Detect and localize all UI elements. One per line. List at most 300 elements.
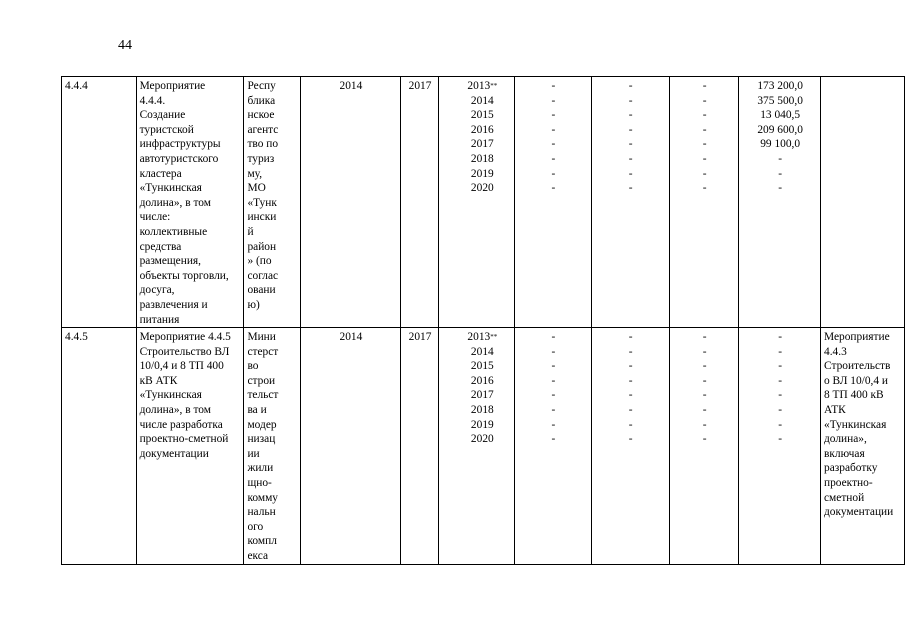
funding-c-value-text: -: [702, 374, 707, 387]
measure-name-line: [140, 167, 242, 182]
measure-code-cell: 4.4.4: [62, 77, 137, 328]
funding-c-value-line: [673, 359, 736, 374]
executor-text: МО: [247, 182, 266, 195]
executor-line: [247, 94, 298, 109]
linked-measure-text: долина»,: [824, 433, 867, 446]
linked-measure-text: 8 ТП 400 кВ: [824, 389, 884, 402]
measure-name-line: [140, 79, 242, 94]
linked-measure-line: [824, 403, 902, 418]
year-line: [442, 181, 512, 196]
funding-d-value-text: -: [778, 404, 783, 417]
funding-c-value-text: -: [702, 389, 707, 402]
funding-b-value-text: -: [628, 418, 633, 431]
funding-a-value-text: -: [551, 433, 556, 446]
measure-name-line: [140, 254, 242, 269]
linked-measure-text: проектно-: [824, 477, 873, 490]
funding-b-value-line: [595, 432, 667, 447]
funding-a-value-text: -: [551, 389, 556, 402]
funding-a-value-line: [518, 123, 588, 138]
executor-line: [247, 388, 298, 403]
linked-measure-line: [824, 330, 902, 345]
year-text: 2018: [470, 404, 494, 417]
measure-name-line: [140, 432, 242, 447]
funding-a-value-line: [518, 330, 588, 345]
executor-text: агентс: [247, 123, 279, 136]
year-text: 2020: [470, 433, 494, 446]
table-row: [62, 328, 905, 565]
funding-d-value-line: [742, 388, 818, 403]
measure-name-line: [140, 330, 242, 345]
funding-c-value-text: -: [702, 418, 707, 431]
measure-name-text: «Тункинская: [139, 182, 202, 195]
funding-a-value-line: [518, 108, 588, 123]
measure-name-text: кВ АТК: [139, 374, 178, 387]
funding-b-value-text: -: [628, 80, 633, 92]
funding-b-value-line: [595, 359, 667, 374]
executor-line: [247, 283, 298, 298]
funding-a-value-line: [518, 388, 588, 403]
measure-name-line: [140, 269, 242, 284]
funding-a-value-line: [518, 403, 588, 418]
measure-name-line: [140, 123, 242, 138]
funding-b-value-text: -: [628, 374, 633, 387]
executor-line: [247, 374, 298, 389]
funding-b-value-text: -: [628, 331, 633, 344]
funding-col-a-cell: [515, 77, 591, 328]
measure-name-text: размещения,: [139, 255, 202, 268]
funding-b-value-line: [595, 345, 667, 360]
executor-line: [247, 403, 298, 418]
funding-d-value-text: -: [778, 167, 783, 180]
executor-line: [247, 534, 298, 549]
funding-d-value-line: [742, 432, 818, 447]
measure-name-line: [140, 388, 242, 403]
table-row: [62, 77, 905, 328]
measure-name-line: [140, 359, 242, 374]
funding-b-value-text: -: [628, 433, 633, 446]
year-text: 2019: [470, 167, 494, 180]
executor-text: щно-: [247, 477, 272, 490]
executor-text: нальн: [247, 506, 276, 519]
linked-measure-cell: [821, 328, 905, 565]
funding-d-value-text: 375 500,0: [757, 94, 803, 107]
funding-d-value-line: [742, 79, 818, 94]
funding-b-value-line: [595, 403, 667, 418]
measure-name-text: Мероприятие 4.4.5: [139, 331, 231, 344]
measure-name-text: туристской: [139, 123, 194, 136]
funding-d-value-line: [742, 418, 818, 433]
year-text: 2018: [470, 152, 494, 165]
executor-text: соглас: [247, 269, 279, 282]
start-year-cell: 2014: [301, 328, 400, 565]
funding-c-value-text: -: [702, 94, 707, 107]
funding-b-value-line: [595, 123, 667, 138]
measure-name-cell: [136, 328, 244, 565]
funding-c-value-text: -: [702, 331, 707, 344]
funding-b-value-text: -: [628, 360, 633, 373]
executor-line: [247, 491, 298, 506]
measure-name-line: [140, 403, 242, 418]
funding-a-value-line: [518, 94, 588, 109]
funding-c-value-text: -: [702, 182, 707, 195]
funding-a-value-text: -: [551, 182, 556, 195]
executor-text: овани: [247, 284, 276, 297]
executor-line: [247, 330, 298, 345]
measure-name-cell: [136, 77, 244, 328]
measure-name-text: питания: [139, 313, 180, 326]
funding-c-value-line: [673, 418, 736, 433]
year-text: 2016: [470, 123, 494, 136]
footnote-mark: **: [490, 82, 498, 90]
measure-name-line: [140, 240, 242, 255]
funding-a-value-text: -: [551, 152, 556, 165]
funding-d-value-line: [742, 330, 818, 345]
year-line: [442, 345, 512, 360]
funding-d-value-text: -: [778, 389, 783, 402]
funding-d-value-text: -: [778, 331, 783, 344]
executor-line: [247, 240, 298, 255]
measure-name-text: долина», в том: [139, 404, 211, 417]
funding-col-c-cell: [669, 328, 738, 565]
measure-name-line: [140, 225, 242, 240]
linked-measure-text: документации: [824, 506, 894, 519]
funding-a-value-text: -: [551, 94, 556, 107]
executor-cell: [244, 77, 301, 328]
funding-c-value-text: -: [702, 109, 707, 122]
year-line: [442, 388, 512, 403]
year-line: [442, 94, 512, 109]
funding-d-value-line: [742, 359, 818, 374]
funding-c-value-line: [673, 403, 736, 418]
executor-line: [247, 181, 298, 196]
measure-name-text: проектно-сметной: [139, 433, 229, 446]
end-year-cell: 2017: [400, 77, 439, 328]
linked-measure-line: [824, 418, 902, 433]
funding-d-value-text: -: [778, 345, 783, 358]
measure-name-text: 10/0,4 и 8 ТП 400: [139, 360, 224, 373]
executor-line: [247, 520, 298, 535]
years-cell: [439, 77, 515, 328]
funding-b-value-line: [595, 418, 667, 433]
executor-line: [247, 108, 298, 123]
linked-measure-text: сметной: [824, 491, 865, 504]
funding-a-value-line: [518, 152, 588, 167]
year-line: [442, 403, 512, 418]
executor-text: » (по: [247, 255, 272, 268]
year-line: [442, 123, 512, 138]
executor-text: блика: [247, 94, 276, 107]
executor-line: [247, 269, 298, 284]
linked-measure-text: АТК: [824, 404, 846, 417]
funding-a-value-line: [518, 359, 588, 374]
funding-c-value-text: -: [702, 80, 707, 92]
measure-name-text: документации: [139, 447, 209, 460]
executor-line: [247, 447, 298, 462]
funding-d-value-text: 99 100,0: [760, 138, 801, 151]
funding-a-value-line: [518, 79, 588, 94]
funding-a-value-text: -: [551, 374, 556, 387]
funding-col-b-cell: [591, 328, 669, 565]
linked-measure-line: [824, 461, 902, 476]
funding-a-value-line: [518, 374, 588, 389]
executor-text: ински: [247, 211, 277, 224]
funding-d-value-text: 209 600,0: [757, 123, 803, 136]
funding-a-value-text: -: [551, 123, 556, 136]
funding-c-value-line: [673, 123, 736, 138]
year-text: 2015: [470, 360, 494, 373]
funding-c-value-line: [673, 94, 736, 109]
measure-name-line: [140, 152, 242, 167]
year-text: 2014: [470, 345, 494, 358]
executor-line: [247, 196, 298, 211]
funding-a-value-text: -: [551, 80, 556, 92]
measure-name-text: Строительство ВЛ: [139, 345, 230, 358]
year-line: [442, 374, 512, 389]
years-cell: [439, 328, 515, 565]
executor-line: [247, 476, 298, 491]
funding-b-value-line: [595, 330, 667, 345]
funding-b-value-line: [595, 167, 667, 182]
linked-measure-cell: [821, 77, 905, 328]
funding-d-value-line: [742, 374, 818, 389]
measure-name-line: [140, 283, 242, 298]
year-line: [442, 359, 512, 374]
funding-a-value-text: -: [551, 331, 556, 344]
linked-measure-text: Строительств: [824, 360, 891, 373]
executor-text: му,: [247, 167, 263, 180]
executor-text: комму: [247, 491, 278, 504]
executor-text: жили: [247, 462, 274, 475]
executor-text: екса: [247, 550, 269, 562]
funding-d-value-line: [742, 94, 818, 109]
funding-b-value-text: -: [628, 345, 633, 358]
measure-name-line: [140, 137, 242, 152]
measure-name-line: [140, 345, 242, 360]
funding-d-value-line: [742, 345, 818, 360]
executor-text: ого: [247, 520, 264, 533]
year-text: 2019: [470, 418, 494, 431]
funding-d-value-text: -: [778, 374, 783, 387]
executor-line: [247, 418, 298, 433]
executor-line: [247, 549, 298, 564]
executor-line: [247, 167, 298, 182]
funding-c-value-line: [673, 388, 736, 403]
funding-d-value-line: [742, 403, 818, 418]
executor-text: низац: [247, 433, 276, 446]
year-text: 2015: [470, 109, 494, 122]
page-number: 44: [118, 38, 132, 53]
executor-line: [247, 345, 298, 360]
start-year-cell: 2014: [301, 77, 400, 328]
funding-c-value-text: -: [702, 404, 707, 417]
linked-measure-text: 4.4.3: [824, 345, 847, 358]
funding-c-value-text: -: [702, 152, 707, 165]
measure-name-text: досуга,: [139, 284, 175, 297]
funding-c-value-line: [673, 167, 736, 182]
funding-d-value-line: [742, 123, 818, 138]
program-measures-table: [61, 76, 905, 565]
year-text: 2014: [470, 94, 494, 107]
linked-measure-text: включая: [824, 447, 865, 460]
executor-line: [247, 225, 298, 240]
funding-b-value-line: [595, 374, 667, 389]
measure-name-line: [140, 196, 242, 211]
funding-c-value-line: [673, 152, 736, 167]
measure-name-text: автотуристского: [139, 152, 219, 165]
year-text: 2020: [470, 182, 494, 195]
funding-b-value-text: -: [628, 138, 633, 151]
funding-d-value-text: -: [778, 182, 783, 195]
executor-text: тельст: [247, 389, 279, 402]
funding-b-value-text: -: [628, 123, 633, 136]
funding-d-value-line: [742, 108, 818, 123]
linked-measure-line: [824, 476, 902, 491]
funding-b-value-text: -: [628, 94, 633, 107]
executor-text: район: [247, 240, 277, 253]
funding-c-value-line: [673, 345, 736, 360]
executor-text: во: [247, 360, 259, 373]
executor-text: тво по: [247, 138, 279, 151]
measure-name-line: [140, 447, 242, 462]
executor-text: модер: [247, 418, 277, 431]
year-line: [442, 432, 512, 447]
measure-name-text: кластера: [139, 167, 182, 180]
linked-measure-text: «Тункинская: [824, 418, 887, 431]
funding-a-value-line: [518, 345, 588, 360]
linked-measure-line: [824, 388, 902, 403]
funding-d-value-line: [742, 167, 818, 182]
executor-text: строи: [247, 374, 276, 387]
year-text: 2013: [467, 331, 491, 344]
funding-b-value-text: -: [628, 389, 633, 402]
funding-col-b-cell: [591, 77, 669, 328]
funding-d-value-text: -: [778, 360, 783, 373]
funding-d-value-text: -: [778, 418, 783, 431]
executor-text: «Тунк: [247, 196, 277, 209]
funding-col-a-cell: [515, 328, 591, 565]
funding-b-value-line: [595, 79, 667, 94]
measure-name-text: «Тункинская: [139, 389, 202, 402]
funding-b-value-text: -: [628, 167, 633, 180]
funding-a-value-line: [518, 181, 588, 196]
year-text: 2017: [470, 138, 494, 151]
funding-d-value-text: 13 040,5: [760, 109, 801, 122]
funding-b-value-line: [595, 108, 667, 123]
measure-name-text: числе:: [139, 211, 171, 224]
funding-c-value-text: -: [702, 138, 707, 151]
measure-name-text: средства: [139, 240, 182, 253]
executor-text: ии: [247, 447, 260, 460]
year-line: [442, 79, 512, 94]
funding-b-value-text: -: [628, 404, 633, 417]
funding-c-value-text: -: [702, 433, 707, 446]
funding-c-value-line: [673, 432, 736, 447]
year-line: [442, 330, 512, 345]
measure-name-line: [140, 298, 242, 313]
measure-name-line: [140, 94, 242, 109]
executor-line: [247, 123, 298, 138]
funding-b-value-text: -: [628, 152, 633, 165]
measure-name-line: [140, 374, 242, 389]
linked-measure-line: [824, 432, 902, 447]
funding-col-d-cell: [739, 328, 821, 565]
funding-a-value-text: -: [551, 167, 556, 180]
executor-text: компл: [247, 535, 277, 548]
measure-name-line: [140, 418, 242, 433]
funding-a-value-line: [518, 432, 588, 447]
funding-c-value-text: -: [702, 167, 707, 180]
funding-a-value-text: -: [551, 418, 556, 431]
funding-a-value-line: [518, 418, 588, 433]
funding-c-value-line: [673, 330, 736, 345]
executor-text: нское: [247, 109, 275, 122]
measure-name-text: объекты торговли,: [139, 269, 229, 282]
funding-c-value-text: -: [702, 360, 707, 373]
measure-name-line: [140, 210, 242, 225]
executor-line: [247, 210, 298, 225]
measure-name-text: развлечения и: [139, 298, 208, 311]
funding-c-value-line: [673, 79, 736, 94]
funding-a-value-text: -: [551, 404, 556, 417]
executor-text: ю): [247, 298, 260, 311]
funding-b-value-line: [595, 181, 667, 196]
funding-c-value-line: [673, 181, 736, 196]
executor-line: [247, 79, 298, 94]
linked-measure-line: [824, 359, 902, 374]
funding-b-value-line: [595, 152, 667, 167]
funding-d-value-line: [742, 152, 818, 167]
funding-c-value-line: [673, 137, 736, 152]
executor-line: [247, 359, 298, 374]
linked-measure-line: [824, 345, 902, 360]
year-text: 2017: [470, 389, 494, 402]
end-year-cell: 2017: [400, 328, 439, 565]
executor-line: [247, 432, 298, 447]
funding-c-value-text: -: [702, 123, 707, 136]
linked-measure-text: о ВЛ 10/0,4 и: [824, 374, 889, 387]
funding-a-value-text: -: [551, 345, 556, 358]
measure-name-text: коллективные: [139, 225, 208, 238]
funding-d-value-text: -: [778, 152, 783, 165]
footnote-mark: **: [490, 333, 498, 342]
funding-b-value-text: -: [628, 109, 633, 122]
year-text: 2013: [467, 80, 491, 92]
linked-measure-text: разработку: [824, 462, 878, 475]
measure-code-cell: 4.4.5: [62, 328, 137, 565]
executor-line: [247, 461, 298, 476]
funding-a-value-text: -: [551, 138, 556, 151]
linked-measure-line: [824, 447, 902, 462]
measure-name-line: [140, 313, 242, 328]
executor-cell: [244, 328, 301, 565]
funding-a-value-line: [518, 137, 588, 152]
year-line: [442, 108, 512, 123]
executor-line: [247, 152, 298, 167]
executor-text: Респу: [247, 80, 276, 92]
funding-d-value-line: [742, 181, 818, 196]
measure-name-text: Мероприятие: [139, 80, 206, 92]
executor-text: туриз: [247, 152, 275, 165]
funding-c-value-line: [673, 374, 736, 389]
linked-measure-line: [824, 491, 902, 506]
year-text: 2016: [470, 374, 494, 387]
funding-d-value-text: 173 200,0: [757, 80, 803, 92]
executor-text: Мини: [247, 331, 276, 344]
funding-b-value-line: [595, 137, 667, 152]
funding-c-value-line: [673, 108, 736, 123]
executor-text: й: [247, 225, 254, 238]
measure-name-text: Создание: [139, 109, 186, 122]
